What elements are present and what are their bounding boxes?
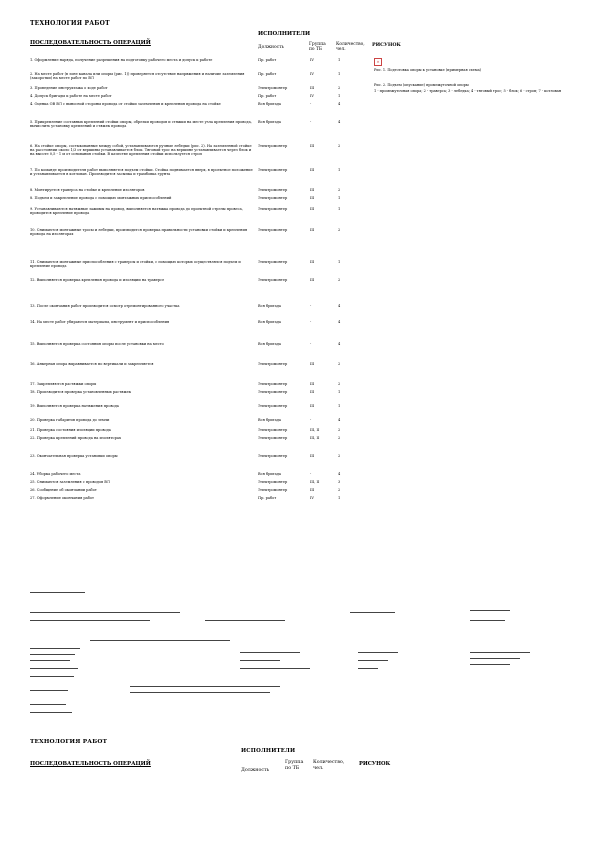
operation-quantity: 4 bbox=[338, 320, 341, 324]
operation-group: III bbox=[310, 144, 315, 148]
operation-text: 19. Выполняется проверка натяжения провода bbox=[30, 404, 119, 408]
footnote-line bbox=[205, 620, 285, 621]
footnote-line bbox=[30, 620, 150, 621]
operation-position: Вся бригада bbox=[258, 120, 281, 124]
operation-quantity: 1 bbox=[338, 94, 341, 98]
operation-quantity: 1 bbox=[338, 72, 341, 76]
operation-quantity: 4 bbox=[338, 102, 341, 106]
operation-position: Вся бригада bbox=[258, 320, 281, 324]
operation-text: 17. Закрепляются растяжки опоры bbox=[30, 382, 97, 386]
operation-group: IV bbox=[310, 58, 314, 62]
operation-group: III bbox=[310, 404, 315, 408]
operation-position: Электромонтер bbox=[258, 390, 288, 394]
footnote-line bbox=[30, 612, 180, 613]
operation-quantity: 1 bbox=[338, 390, 341, 394]
operation-position: Пр. работ bbox=[258, 496, 277, 500]
operation-position: Пр. работ bbox=[258, 58, 277, 62]
bottom-position-header: Должность bbox=[241, 768, 270, 773]
footnote-line bbox=[30, 690, 68, 691]
bottom-sequence-header: ПОСЛЕДОВАТЕЛЬНОСТЬ ОПЕРАЦИЙ bbox=[30, 761, 151, 767]
operation-text: 6. На стойке опоры, состыкованные между собой, устанавливаются ручные лебедки (рис. 2). На заземленной стойке на расстоянии около 1/3 от вершины устанавливается блок. Тяговый трос на вершине устанавливается через блок и на высоте 0,5 - 1 м от основания стойки. В качестве крепления стойки используется строп bbox=[30, 144, 252, 157]
bottom-quantity-header: Количество, чел. bbox=[313, 760, 345, 771]
operation-quantity: 1 bbox=[338, 404, 341, 408]
quantity-header: Количество, чел. bbox=[336, 42, 365, 52]
operation-quantity: 2 bbox=[338, 362, 341, 366]
footnote-line bbox=[470, 620, 505, 621]
operation-group: - bbox=[310, 342, 312, 346]
operation-quantity: 2 bbox=[338, 436, 341, 440]
bottom-group-header: Группа по ТБ bbox=[285, 760, 304, 771]
operation-group: III bbox=[310, 488, 315, 492]
operation-quantity: 4 bbox=[338, 120, 341, 124]
footnote-line bbox=[30, 704, 66, 705]
operation-group: III bbox=[310, 168, 315, 172]
operation-group: III bbox=[310, 260, 315, 264]
operation-group: III bbox=[310, 196, 315, 200]
operation-group: - bbox=[310, 320, 312, 324]
operation-group: - bbox=[310, 418, 312, 422]
bottom-title: ТЕХНОЛОГИЯ РАБОТ bbox=[30, 739, 108, 745]
operation-quantity: 4 bbox=[338, 418, 341, 422]
operation-group: III bbox=[310, 390, 315, 394]
operation-quantity: 4 bbox=[338, 304, 341, 308]
operation-group: - bbox=[310, 120, 312, 124]
operation-quantity: 3 bbox=[338, 480, 341, 484]
footnote-line bbox=[470, 664, 510, 665]
operation-position: Электромонтер bbox=[258, 480, 288, 484]
operation-group: III, II bbox=[310, 480, 320, 484]
operation-text: 9. Устанавливаются натяжные зажимы на провод, выполняется натяжка провода до проектной стрелы провеса, проводится крепление провода bbox=[30, 207, 243, 216]
footnote-line bbox=[358, 660, 388, 661]
footnote-line bbox=[130, 692, 270, 693]
operation-group: III, II bbox=[310, 428, 320, 432]
operation-text: 4. Допуск бригады к работе на месте работ bbox=[30, 94, 112, 98]
footnote-line bbox=[240, 668, 310, 669]
operation-quantity: 2 bbox=[338, 428, 341, 432]
operation-position: Вся бригада bbox=[258, 342, 281, 346]
footnote-line bbox=[30, 654, 75, 655]
operation-quantity: 1 bbox=[338, 196, 341, 200]
operation-position: Вся бригада bbox=[258, 418, 281, 422]
operation-position: Электромонтер bbox=[258, 436, 288, 440]
operation-group: - bbox=[310, 472, 312, 476]
operation-group: - bbox=[310, 304, 312, 308]
operation-text: 8. Монтируется траверса на стойке и крепление изоляторов bbox=[30, 188, 145, 192]
operation-text: 20. Проверка габаритов провода до земли bbox=[30, 418, 110, 422]
operation-text: 7. По команде производителя работ выполняется подъем стойки. Стойка поднимается вверх, в проектное положение и устанавливается в котлован. Производится засыпка и трамбовка грунта bbox=[30, 168, 253, 177]
figure-2-legend: 1 - промежуточная опора; 2 - траверса; 3 - лебедка; 4 - тяговый трос; 5 - блок; 6 - строп; 7 - котлован bbox=[374, 89, 562, 93]
operation-group: III, II bbox=[310, 436, 320, 440]
operation-group: IV bbox=[310, 72, 314, 76]
footnote-line bbox=[358, 652, 398, 653]
operation-quantity: 2 bbox=[338, 488, 341, 492]
operation-quantity: 4 bbox=[338, 472, 341, 476]
footnote-line bbox=[30, 592, 85, 593]
operation-text: 21. Проверка состояния изоляции провода bbox=[30, 428, 111, 432]
operation-text: 13. После окончания работ производится осмотр отремонтированного участка bbox=[30, 304, 180, 308]
operation-group: - bbox=[310, 102, 312, 106]
operation-quantity: 1 bbox=[338, 260, 341, 264]
operation-group: III bbox=[310, 362, 315, 366]
operation-text: 4. Оценка ОВ ВЛ с выносной стороны провода от стойки заземления и крепления провода на стойке bbox=[30, 102, 221, 106]
operation-position: Электромонтер bbox=[258, 188, 288, 192]
figure-1-caption: Рис. 1. Подготовка опоры к установке (примерная схема) bbox=[374, 68, 482, 72]
operation-position: Электромонтер bbox=[258, 278, 288, 282]
footnote-line bbox=[30, 660, 70, 661]
operation-text: 3. Проведение инструктажа о ходе работ bbox=[30, 86, 108, 90]
operation-position: Электромонтер bbox=[258, 382, 288, 386]
operation-group: III bbox=[310, 207, 315, 211]
operation-quantity: 2 bbox=[338, 454, 341, 458]
operation-group: IV bbox=[310, 496, 314, 500]
operation-position: Пр. работ bbox=[258, 72, 277, 76]
operation-position: Электромонтер bbox=[258, 454, 288, 458]
operation-position: Вся бригада bbox=[258, 304, 281, 308]
operation-position: Электромонтер bbox=[258, 86, 288, 90]
operation-text: 11. Снимаются монтажные приспособления с траверсы и стойки, с помощью которых осуществлялся подъем и крепление провода bbox=[30, 260, 241, 269]
footnote-line bbox=[470, 610, 510, 611]
operation-text: 18. Производится проверка установленных растяжек bbox=[30, 390, 131, 394]
sequence-header: ПОСЛЕДОВАТЕЛЬНОСТЬ ОПЕРАЦИЙ bbox=[30, 40, 151, 46]
position-header: Должность bbox=[258, 45, 284, 50]
operation-text: 23. Окончательная проверка установки опоры bbox=[30, 454, 118, 458]
operation-quantity: 2 bbox=[338, 278, 341, 282]
footnote-line bbox=[240, 660, 280, 661]
operation-group: III bbox=[310, 86, 315, 90]
footnote-line bbox=[30, 712, 72, 713]
operation-text: 15. Выполняется проверка состояния опоры после установки на место bbox=[30, 342, 164, 346]
operation-text: 1. Оформление наряда, получение разрешения на подготовку рабочего места и допуск к работе bbox=[30, 58, 213, 62]
bottom-figure-header: РИСУНОК bbox=[359, 761, 391, 767]
operation-text: 25. Снимаются заземления с проводов ВЛ bbox=[30, 480, 110, 484]
group-header: Группа по ТБ bbox=[309, 42, 326, 52]
operation-position: Электромонтер bbox=[258, 207, 288, 211]
footnote-line bbox=[130, 686, 280, 687]
operation-text: 10. Снимаются монтажные тросы и лебедки, производится проверка правильности установки стойки и крепления провода на изоляторах bbox=[30, 228, 248, 237]
operation-position: Электромонтер bbox=[258, 260, 288, 264]
executors-header: ИСПОЛНИТЕЛИ bbox=[258, 31, 311, 37]
operation-quantity: 4 bbox=[338, 342, 341, 346]
operation-text: 24. Уборка рабочего места bbox=[30, 472, 81, 476]
operation-text: 12. Выполняется проверка крепления провода и изоляции на траверсе bbox=[30, 278, 165, 282]
operation-position: Электромонтер bbox=[258, 488, 288, 492]
operation-quantity: 2 bbox=[338, 382, 341, 386]
operation-position: Электромонтер bbox=[258, 404, 288, 408]
operation-group: IV bbox=[310, 94, 314, 98]
operation-position: Электромонтер bbox=[258, 168, 288, 172]
operation-position: Вся бригада bbox=[258, 472, 281, 476]
operation-position: Электромонтер bbox=[258, 428, 288, 432]
footnote-line bbox=[30, 648, 80, 649]
operation-quantity: 2 bbox=[338, 86, 341, 90]
operation-quantity: 1 bbox=[338, 496, 341, 500]
operation-text: 27. Оформление окончания работ bbox=[30, 496, 94, 500]
operation-quantity: 2 bbox=[338, 144, 341, 148]
footnote-line bbox=[350, 612, 395, 613]
operation-position: Пр. работ bbox=[258, 94, 277, 98]
operation-text: 16. Анкерная опора выравнивается по вертикали и закрепляется bbox=[30, 362, 154, 366]
operation-text: 2. На месте работ (в зоне канала или опоры (рис. 1)) проверяется отсутствие напряжения и наличие заземления (закоротки) на месте работ по ВЛ bbox=[30, 72, 245, 81]
operation-position: Электромонтер bbox=[258, 228, 288, 232]
operation-text: 5. Прикрепление составных креплений стойки опоры, обрезки проводов и стяжки на месте узла крепления провода, вычислить установку креплений и стяжек провода bbox=[30, 120, 252, 129]
operation-text: 22. Проверка креплений провода на изоляторах bbox=[30, 436, 121, 440]
operation-group: III bbox=[310, 228, 315, 232]
footnote-line bbox=[30, 668, 78, 669]
operation-quantity: 2 bbox=[338, 228, 341, 232]
operation-group: III bbox=[310, 278, 315, 282]
footnote-line bbox=[90, 640, 230, 641]
operation-quantity: 1 bbox=[338, 168, 341, 172]
operation-position: Электромонтер bbox=[258, 196, 288, 200]
operation-position: Электромонтер bbox=[258, 144, 288, 148]
operation-text: 8. Подъем и закрепление провода с помощью монтажных приспособлений bbox=[30, 196, 172, 200]
figure-2-caption: Рис. 2. Подъем (опускание) промежуточной опоры bbox=[374, 83, 469, 87]
operation-position: Вся бригада bbox=[258, 102, 281, 106]
operation-group: III bbox=[310, 382, 315, 386]
operation-text: 14. На месте работ убираются материалы, инструмент и приспособления bbox=[30, 320, 170, 324]
footnote-line bbox=[470, 658, 520, 659]
footnote-line bbox=[358, 668, 378, 669]
operation-text: 26. Сообщение об окончании работ bbox=[30, 488, 97, 492]
footnote-line bbox=[240, 652, 300, 653]
operation-quantity: 1 bbox=[338, 58, 341, 62]
footnote-line bbox=[470, 652, 530, 653]
broken-image-icon: × bbox=[374, 58, 382, 66]
page-title: ТЕХНОЛОГИЯ РАБОТ bbox=[30, 20, 110, 27]
footnote-line bbox=[30, 676, 74, 677]
operation-group: III bbox=[310, 188, 315, 192]
operation-group: III bbox=[310, 454, 315, 458]
operation-quantity: 1 bbox=[338, 207, 341, 211]
operation-position: Электромонтер bbox=[258, 362, 288, 366]
operation-quantity: 2 bbox=[338, 188, 341, 192]
bottom-executors-header: ИСПОЛНИТЕЛИ bbox=[241, 748, 296, 754]
figure-header: РИСУНОК bbox=[372, 42, 401, 48]
